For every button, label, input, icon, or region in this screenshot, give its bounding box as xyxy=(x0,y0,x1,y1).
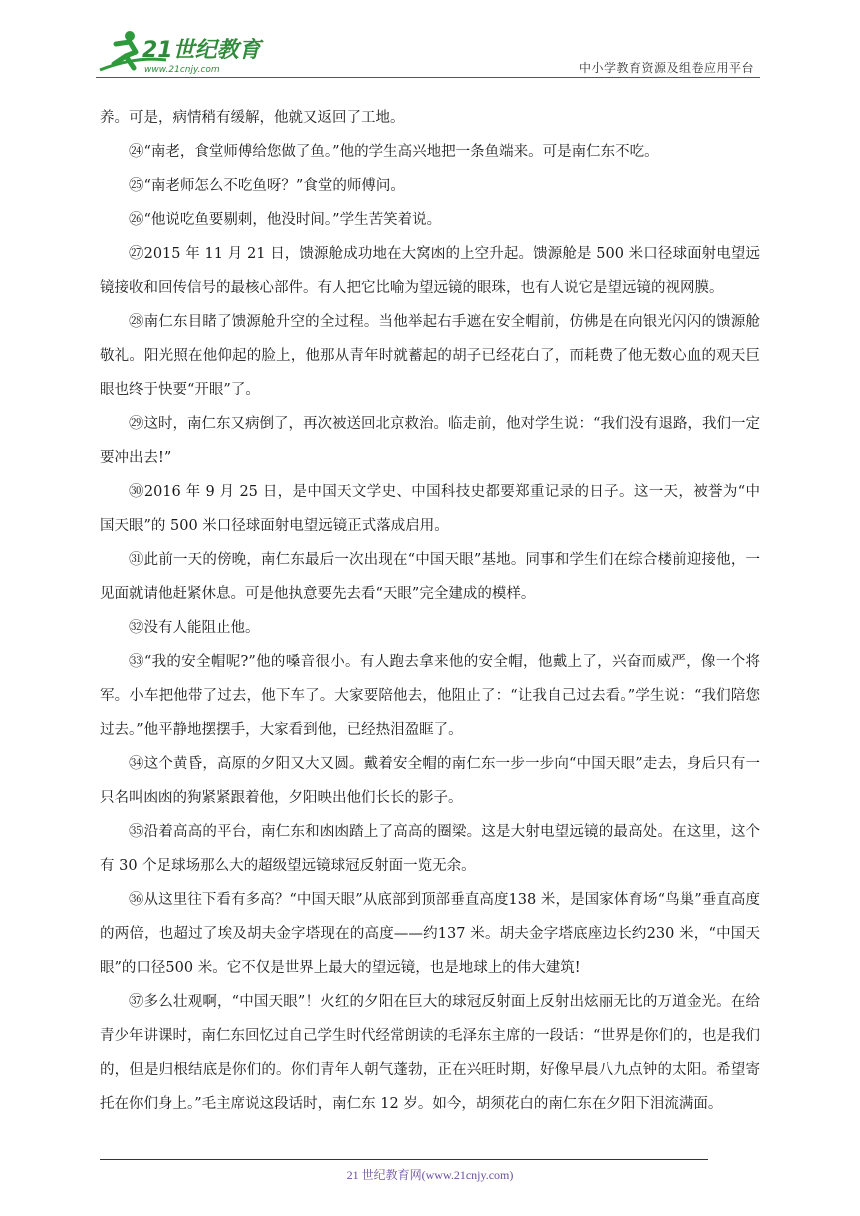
paragraph: 养。可是，病情稍有缓解，他就又返回了工地。 xyxy=(100,110,405,126)
paragraph: ㉔“南老，食堂师傅给您做了鱼。”他的学生高兴地把一条鱼端来。可是南仁东不吃。 xyxy=(129,144,659,160)
site-logo[interactable] xyxy=(96,26,266,78)
paragraph: ㉛此前一天的傍晚，南仁东最后一次出现在“中国天眼”基地。同事和学生们在综合楼前迎接他，一见面就请他赶紧休息。可是他执意要先去看“天眼”完全建成的模样。 xyxy=(100,552,760,602)
paragraph: ㉘南仁东目睹了馈源舱升空的全过程。当他举起右手遮在安全帽前，仿佛是在向银光闪闪的馈源舱敬礼。阳光照在他仰起的脸上，他那从青年时就蓄起的胡子已经花白了，而耗费了他无数心血的观天巨眼也终于快要“开眼”了。 xyxy=(100,314,760,398)
paragraph: ㉜没有人能阻止他。 xyxy=(129,620,260,636)
paragraph: ㊲多么壮观啊，“中国天眼”！火红的夕阳在巨大的球冠反射面上反射出炫丽无比的万道金光。在给青少年讲课时，南仁东回忆过自己学生时代经常朗读的毛泽东主席的一段话：“世界是你们的，也是我们的，但是归根结底是你们的。你们青年人朝气蓬勃，正在兴旺时期，好像早晨八九点钟的太阳。希望寄托在你们身上。”毛主席说这段话时，南仁东 12 岁。如今，胡须花白的南仁东在夕阳下泪流满面。 xyxy=(100,994,760,1112)
paragraph: ㉚2016 年 9 月 25 日，是中国天文学史、中国科技史都要郑重记录的日子。这一天，被誉为“中国天眼”的 500 米口径球面射电望远镜正式落成启用。 xyxy=(100,484,760,534)
header-divider xyxy=(96,77,760,78)
paragraph: ㊱从这里往下看有多高？“中国天眼”从底部到顶部垂直高度138 米，是国家体育场“鸟巢”垂直高度的两倍，也超过了埃及胡夫金字塔现在的高度——约137 米。胡夫金字塔底座边长约230 米，“中国天眼”的口径500 米。它不仅是世界上最大的望远镜，也是地球上的伟大建筑! xyxy=(100,892,760,976)
logo-url: www.21cnjy.com xyxy=(144,65,220,75)
platform-name: 中小学教育资源及组卷应用平台 xyxy=(578,61,754,75)
paragraph: ㉕“南老师怎么不吃鱼呀？”食堂的师傅问。 xyxy=(129,178,405,194)
paragraph: ㉝“我的安全帽呢?”他的嗓音很小。有人跑去拿来他的安全帽，他戴上了，兴奋而威严，像一个将军。小车把他带了过去，他下车了。大家要陪他去，他阻止了：“让我自己过去看。”学生说：“我们陪您过去。”他平静地摆摆手，大家看到他，已经热泪盈眶了。 xyxy=(100,654,760,738)
footer-link[interactable]: 21 世纪教育网(www.21cnjy.com) xyxy=(346,1168,514,1182)
paragraph: ㉗2015 年 11 月 21 日，馈源舱成功地在大窝凼的上空升起。馈源舱是 500 米口径球面射电望远镜接收和回传信号的最核心部件。有人把它比喻为望远镜的眼珠，也有人说它是望远镜的视网膜。 xyxy=(100,246,760,296)
article-body xyxy=(100,101,760,1121)
paragraph: ㉙这时，南仁东又病倒了，再次被送回北京救治。临走前，他对学生说：“我们没有退路，我们一定要冲出去!” xyxy=(100,416,760,466)
paragraph: ㉟沿着高高的平台，南仁东和凼凼踏上了高高的圈梁。这是大射电望远镜的最高处。在这里，这个有 30 个足球场那么大的超级望远镜球冠反射面一览无余。 xyxy=(100,824,760,874)
logo-wordmark: 21世纪教育 xyxy=(142,38,261,63)
paragraph: ㉞这个黄昏，高原的夕阳又大又圆。戴着安全帽的南仁东一步一步向“中国天眼”走去，身后只有一只名叫凼凼的狗紧紧跟着他，夕阳映出他们长长的影子。 xyxy=(100,756,760,806)
footer-divider xyxy=(100,1159,708,1160)
paragraph: ㉖“他说吃鱼要剔刺，他没时间。”学生苦笑着说。 xyxy=(129,212,442,228)
page-header xyxy=(96,26,760,78)
